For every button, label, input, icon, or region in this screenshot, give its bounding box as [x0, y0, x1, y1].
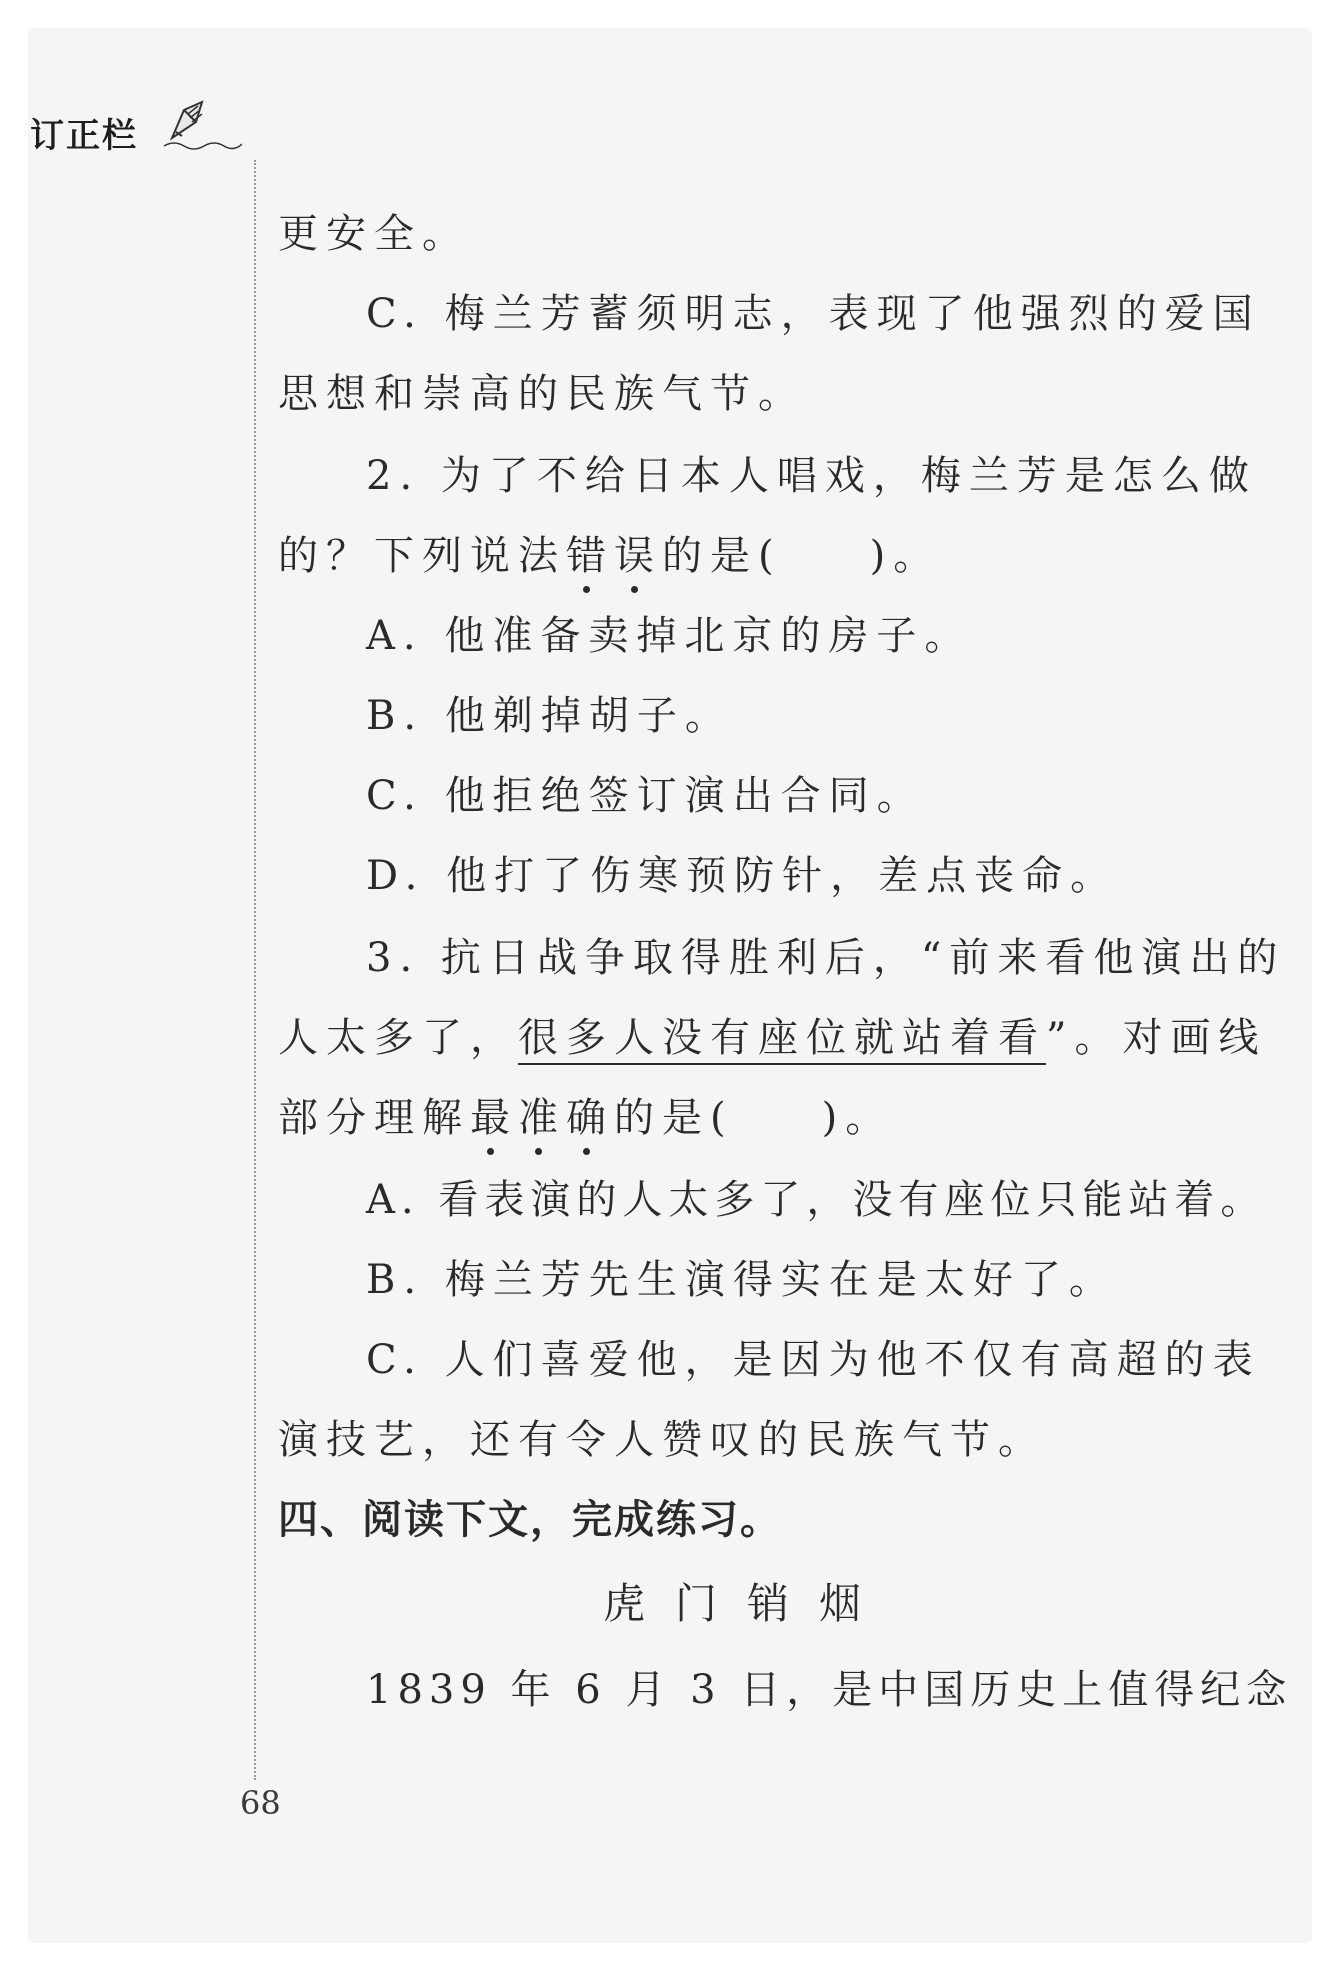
option-d: D. 他打了伤寒预防针，差点丧命。 — [366, 853, 1119, 899]
question-2: 2. 为了不给日本人唱戏，梅兰芳是怎么做 — [366, 453, 1257, 499]
margin-divider — [254, 160, 256, 1780]
question-3-prompt: 部分理解最准确的是( )。 — [278, 1095, 894, 1141]
page-number: 68 — [240, 1784, 281, 1822]
emphasis-dot: 最 — [470, 1095, 518, 1141]
emphasis-dot: 误 — [614, 533, 662, 579]
text-line: 演技艺，还有令人赞叹的民族气节。 — [278, 1417, 1046, 1463]
text-line: 思想和崇高的民族气节。 — [278, 371, 806, 417]
option-c: C. 人们喜爱他，是因为他不仅有高超的表 — [366, 1337, 1261, 1383]
question-2-prompt: 的？下列说法错误的是( )。 — [278, 533, 942, 579]
underlined-phrase: 很多人没有座位就站着看 — [518, 1015, 1046, 1065]
section-heading: 四、阅读下文，完成练习。 — [278, 1497, 782, 1543]
correction-column-label: 订正栏 — [30, 116, 138, 156]
option-a: A. 看表演的人太多了，没有座位只能站着。 — [366, 1177, 1267, 1223]
passage-title: 虎门销烟 — [603, 1579, 892, 1628]
option-b: B. 他剃掉胡子。 — [366, 693, 733, 739]
option-b: B. 梅兰芳先生演得实在是太好了。 — [366, 1257, 1117, 1303]
option-a: A. 他准备卖掉北京的房子。 — [366, 613, 973, 659]
pencil-icon — [162, 92, 242, 152]
question-3-quote: 人太多了，很多人没有座位就站着看”。对画线 — [278, 1014, 1266, 1062]
emphasis-dot: 准 — [518, 1095, 566, 1141]
option-c: C. 他拒绝签订演出合同。 — [366, 773, 925, 819]
option-c: C. 梅兰芳蓄须明志，表现了他强烈的爱国 — [366, 291, 1261, 337]
passage-first-line: 1839 年 6 月 3 日，是中国历史上值得纪念 — [366, 1667, 1293, 1713]
emphasis-dot: 错 — [566, 533, 614, 579]
emphasis-dot: 确 — [566, 1095, 614, 1141]
question-3: 3. 抗日战争取得胜利后，“前来看他演出的 — [366, 935, 1286, 981]
text-line: 更安全。 — [278, 211, 470, 257]
